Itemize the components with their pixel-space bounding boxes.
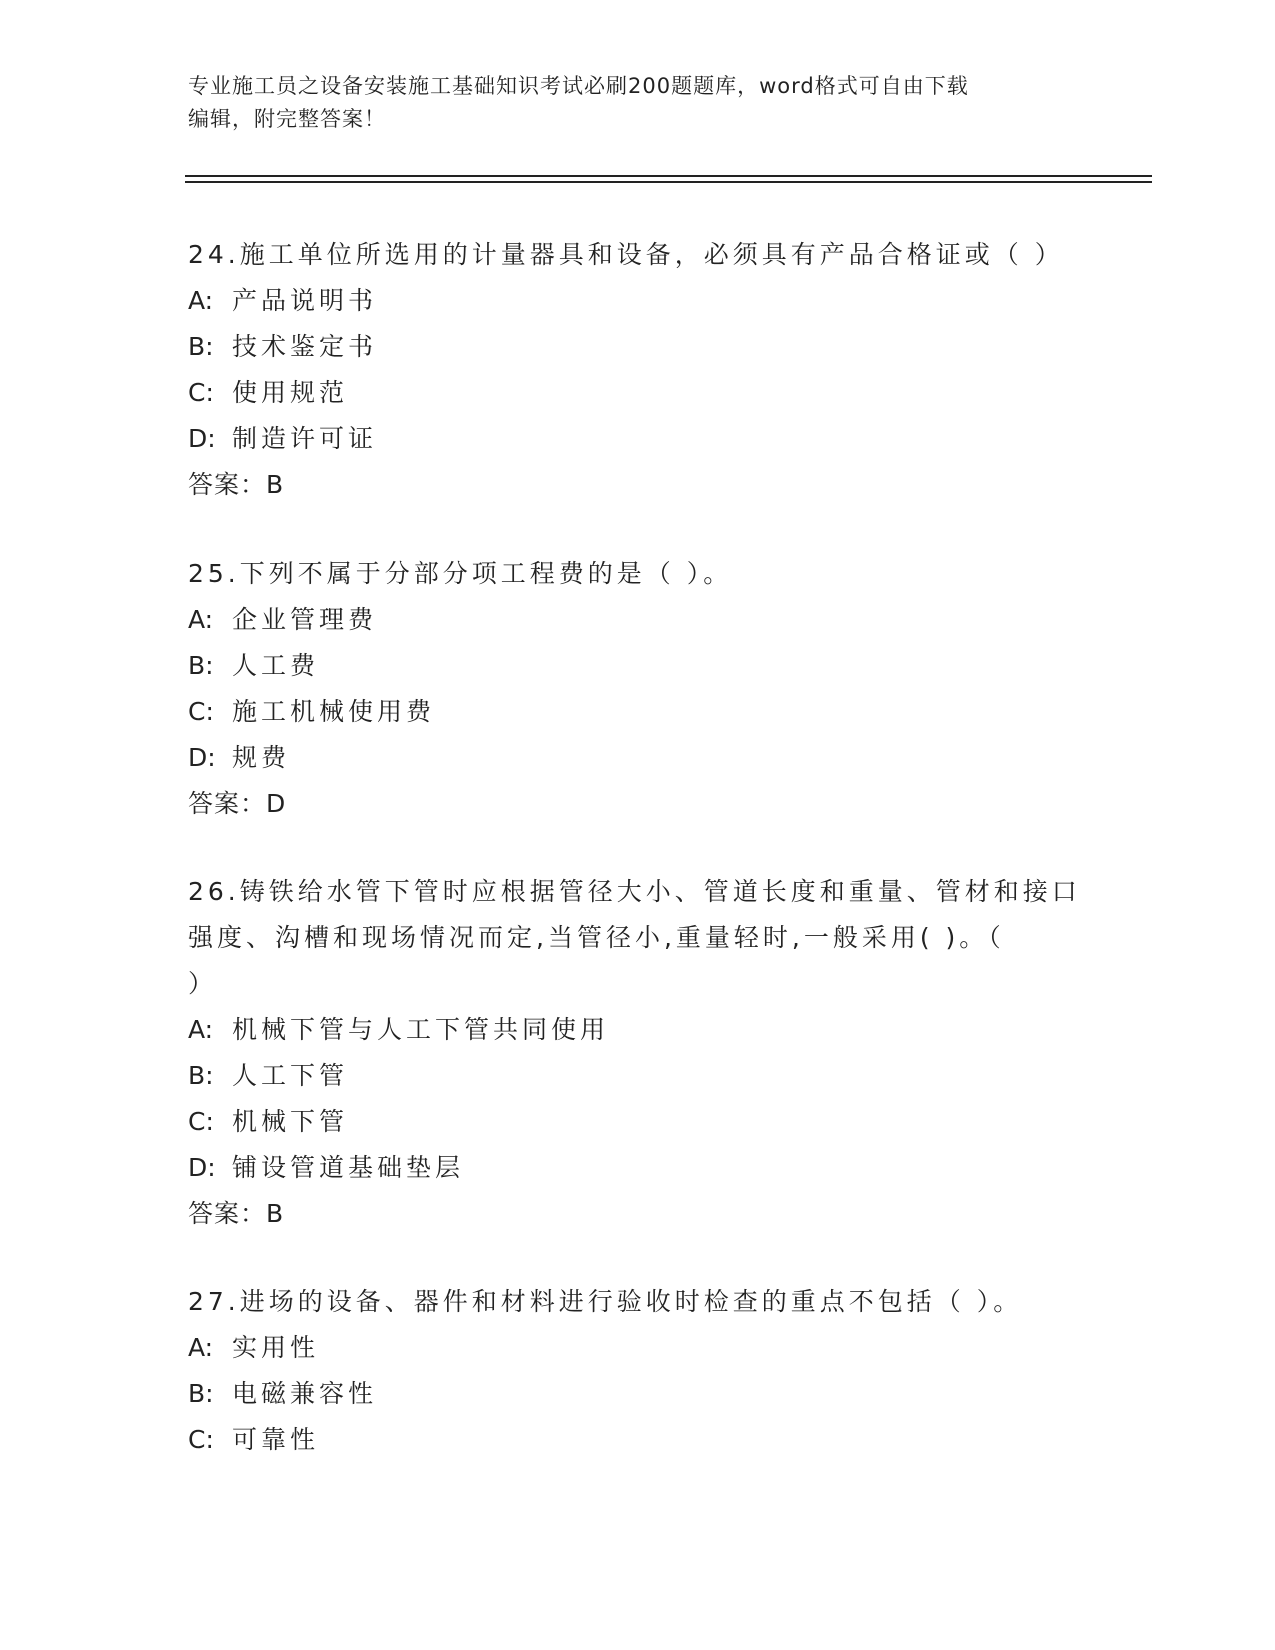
header-line-2: 编辑，附完整答案！ — [188, 107, 386, 131]
option-text: 使用规范 — [232, 378, 349, 407]
option-label: A: — [188, 1333, 214, 1362]
option-d — [188, 735, 1088, 781]
option-label: B: — [188, 1061, 214, 1090]
option-text: 施工机械使用费 — [232, 697, 436, 726]
option-label: D: — [188, 743, 216, 772]
option-label: A: — [188, 605, 214, 634]
option-label: C: — [188, 1425, 214, 1454]
option-b — [188, 324, 1088, 370]
option-a — [188, 1007, 1088, 1053]
document-header — [188, 70, 1088, 136]
option-label: B: — [188, 332, 214, 361]
option-label: B: — [188, 1379, 214, 1408]
option-text: 技术鉴定书 — [232, 332, 378, 361]
option-c — [188, 1417, 1088, 1463]
option-label: C: — [188, 697, 214, 726]
question-27 — [188, 1279, 1088, 1463]
option-label: B: — [188, 651, 214, 680]
option-b — [188, 1371, 1088, 1417]
option-d — [188, 1145, 1088, 1191]
option-text: 企业管理费 — [232, 605, 378, 634]
option-c — [188, 370, 1088, 416]
option-text: 机械下管与人工下管共同使用 — [232, 1015, 610, 1044]
question-stem-line-3: ） — [188, 969, 218, 998]
option-label: C: — [188, 1107, 214, 1136]
option-label: A: — [188, 286, 214, 315]
option-d — [188, 416, 1088, 462]
question-24 — [188, 232, 1088, 508]
option-text: 制造许可证 — [232, 424, 378, 453]
question-stem-line-1: 26.铸铁给水管下管时应根据管径大小、管道长度和重量、管材和接口 — [188, 877, 1081, 906]
question-25 — [188, 551, 1088, 827]
question-26 — [188, 869, 1088, 1237]
option-a — [188, 1325, 1088, 1371]
option-label: A: — [188, 1015, 214, 1044]
option-label: D: — [188, 424, 216, 453]
option-text: 规费 — [232, 743, 291, 772]
question-stem: 27.进场的设备、器件和材料进行验收时检查的重点不包括（ ）。 — [188, 1287, 1023, 1316]
option-c — [188, 1099, 1088, 1145]
option-text: 人工费 — [232, 651, 320, 680]
option-a — [188, 597, 1088, 643]
option-text: 实用性 — [232, 1333, 320, 1362]
option-text: 可靠性 — [232, 1425, 320, 1454]
option-b — [188, 643, 1088, 689]
question-stem-line-2: 强度、沟槽和现场情况而定,当管径小,重量轻时,一般采用( )。（ — [188, 923, 1005, 952]
answer: 答案：B — [188, 470, 285, 499]
header-divider-top — [185, 175, 1152, 177]
header-divider-bottom — [185, 181, 1152, 183]
option-a — [188, 278, 1088, 324]
answer: 答案：B — [188, 1199, 285, 1228]
answer: 答案：D — [188, 789, 287, 818]
option-text: 机械下管 — [232, 1107, 349, 1136]
option-c — [188, 689, 1088, 735]
option-label: D: — [188, 1153, 216, 1182]
option-label: C: — [188, 378, 214, 407]
option-text: 产品说明书 — [232, 286, 378, 315]
option-text: 电磁兼容性 — [232, 1379, 378, 1408]
question-stem: 25.下列不属于分部分项工程费的是（ ）。 — [188, 559, 733, 588]
question-stem: 24.施工单位所选用的计量器具和设备，必须具有产品合格证或（ ） — [188, 240, 1064, 269]
option-text: 人工下管 — [232, 1061, 349, 1090]
header-line-1: 专业施工员之设备安装施工基础知识考试必刷200题题库，word格式可自由下载 — [188, 74, 969, 98]
option-b — [188, 1053, 1088, 1099]
option-text: 铺设管道基础垫层 — [232, 1153, 465, 1182]
